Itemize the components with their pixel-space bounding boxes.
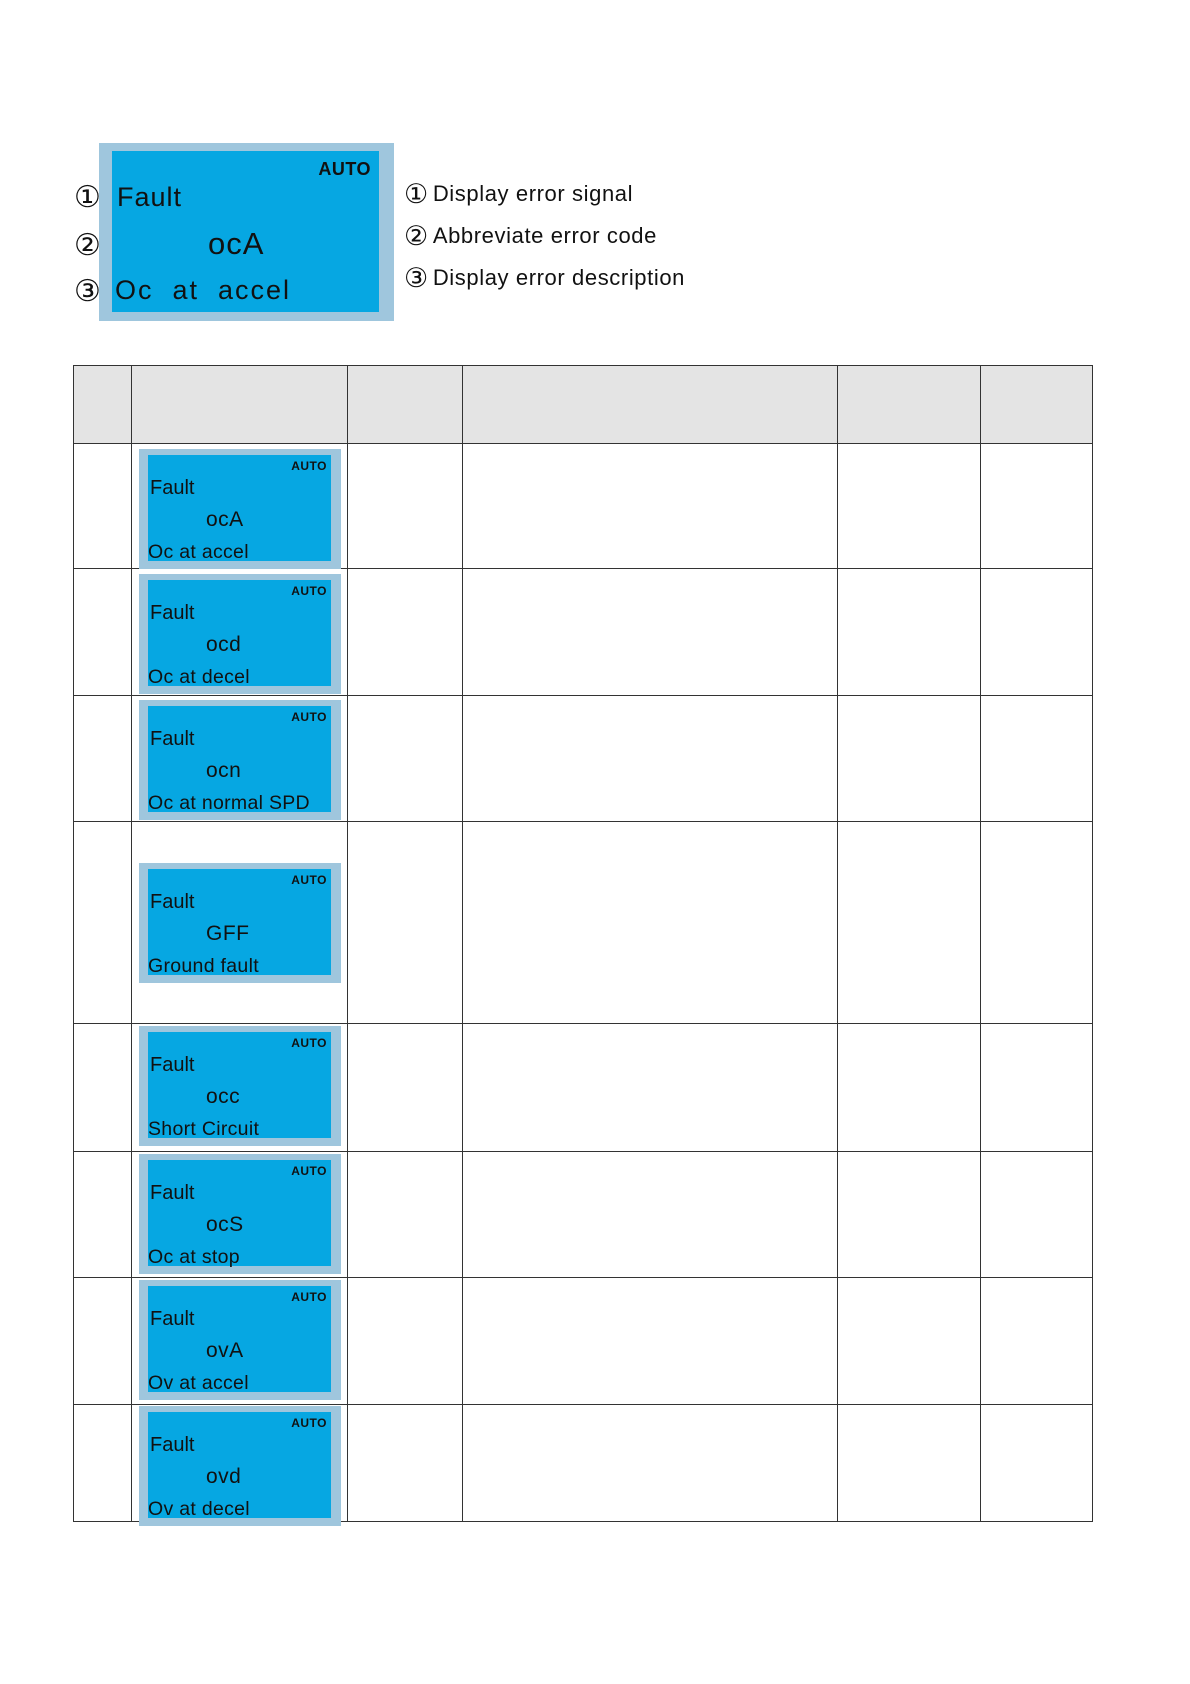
mode-indicator: AUTO bbox=[291, 710, 327, 724]
mode-indicator: AUTO bbox=[291, 873, 327, 887]
legend-item-1 bbox=[404, 179, 633, 210]
error-code: GFF bbox=[206, 922, 250, 945]
error-code: ocd bbox=[206, 633, 242, 656]
error-signal-line: Fault bbox=[117, 182, 183, 212]
table-row-lcd bbox=[139, 1406, 341, 1526]
error-signal: Fault bbox=[150, 1054, 195, 1076]
lcd-screen bbox=[148, 1286, 331, 1392]
column-divider bbox=[837, 366, 838, 1521]
error-code-line: ocA bbox=[208, 226, 265, 261]
table-row-lcd bbox=[139, 1280, 341, 1400]
error-signal: Fault bbox=[150, 728, 195, 750]
legend-label: Abbreviate error code bbox=[432, 223, 657, 248]
lcd-screen bbox=[148, 1032, 331, 1138]
table-row-lcd bbox=[139, 1026, 341, 1146]
lcd-screen bbox=[112, 151, 379, 312]
error-description-line: Oc at accel bbox=[115, 275, 292, 305]
table-row-lcd bbox=[139, 1154, 341, 1274]
lcd-screen bbox=[148, 1412, 331, 1518]
error-signal: Fault bbox=[150, 602, 195, 624]
mode-indicator: AUTO bbox=[291, 1416, 327, 1430]
error-signal: Fault bbox=[150, 1182, 195, 1204]
mode-indicator: AUTO bbox=[291, 1036, 327, 1050]
lcd-screen bbox=[148, 455, 331, 561]
marker-3: ③ bbox=[74, 275, 101, 308]
error-signal: Fault bbox=[150, 1434, 195, 1456]
error-description: Oc at normal SPD bbox=[148, 792, 310, 814]
fault-code-table bbox=[73, 365, 1093, 1522]
legend-item-2 bbox=[404, 221, 657, 252]
error-description: Oc at accel bbox=[148, 541, 249, 563]
row-divider bbox=[74, 1277, 1092, 1278]
error-code: ovA bbox=[206, 1339, 244, 1362]
example-lcd-display bbox=[99, 143, 394, 321]
error-code: ocA bbox=[206, 508, 244, 531]
row-divider bbox=[74, 1404, 1092, 1405]
legend-number: ② bbox=[404, 221, 429, 251]
marker-1: ① bbox=[74, 181, 101, 214]
error-description: Ov at decel bbox=[148, 1498, 250, 1520]
legend-label: Display error description bbox=[432, 265, 686, 290]
mode-indicator: AUTO bbox=[318, 159, 371, 179]
table-row-lcd bbox=[139, 863, 341, 983]
row-divider bbox=[74, 1023, 1092, 1024]
column-divider bbox=[980, 366, 981, 1521]
error-description: Ground fault bbox=[148, 955, 259, 977]
marker-2: ② bbox=[74, 229, 101, 262]
error-description: Ov at accel bbox=[148, 1372, 249, 1394]
column-divider bbox=[131, 366, 132, 1521]
legend-label: Display error signal bbox=[432, 181, 634, 206]
error-description: Short Circuit bbox=[148, 1118, 260, 1140]
column-divider bbox=[347, 366, 348, 1521]
lcd-screen bbox=[148, 1160, 331, 1266]
column-divider bbox=[462, 366, 463, 1521]
mode-indicator: AUTO bbox=[291, 459, 327, 473]
legend-number: ③ bbox=[404, 263, 429, 293]
lcd-screen bbox=[148, 580, 331, 686]
table-row-lcd bbox=[139, 449, 341, 569]
error-signal: Fault bbox=[150, 1308, 195, 1330]
table-row-lcd bbox=[139, 700, 341, 820]
table-row-lcd bbox=[139, 574, 341, 694]
row-divider bbox=[74, 1151, 1092, 1152]
legend-item-3 bbox=[404, 263, 685, 294]
error-code: occ bbox=[206, 1085, 241, 1108]
error-description: Oc at stop bbox=[148, 1246, 240, 1268]
legend-number: ① bbox=[404, 179, 429, 209]
lcd-screen bbox=[148, 706, 331, 812]
mode-indicator: AUTO bbox=[291, 584, 327, 598]
error-code: ocn bbox=[206, 759, 242, 782]
error-code: ocS bbox=[206, 1213, 244, 1236]
mode-indicator: AUTO bbox=[291, 1290, 327, 1304]
error-signal: Fault bbox=[150, 891, 195, 913]
error-code: ovd bbox=[206, 1465, 242, 1488]
lcd-screen bbox=[148, 869, 331, 975]
row-divider bbox=[74, 821, 1092, 822]
table-header-row bbox=[74, 366, 1092, 444]
row-divider bbox=[74, 695, 1092, 696]
error-description: Oc at decel bbox=[148, 666, 250, 688]
error-signal: Fault bbox=[150, 477, 195, 499]
mode-indicator: AUTO bbox=[291, 1164, 327, 1178]
